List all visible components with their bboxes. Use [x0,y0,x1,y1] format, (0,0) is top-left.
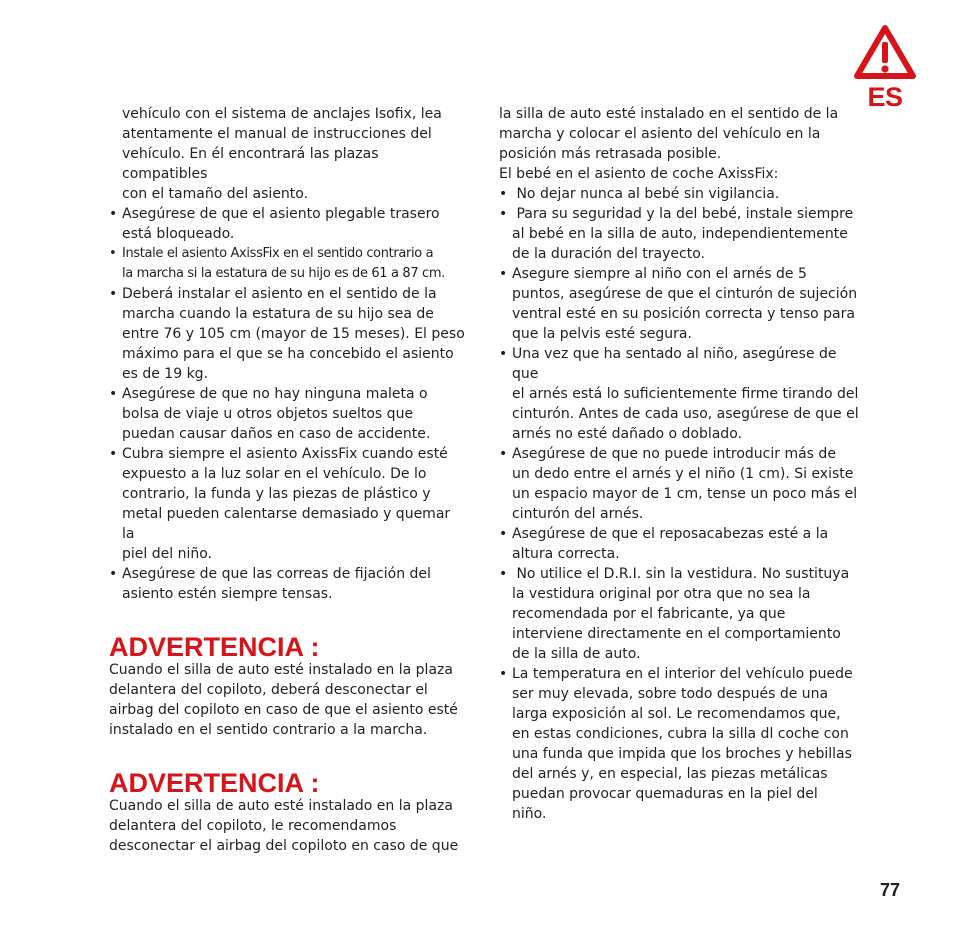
list-item: • Instale el asiento AxissFix en el sentido contrario a la marcha si la estatura de su hijo es de 61 a 87 cm. [109,246,445,281]
warning-heading: ADVERTENCIA : [109,632,320,662]
list-item: • Asegure siempre al niño con el arnés de 5 puntos, asegúrese de que el cinturón de sujeción ventral esté en su posición correcta y tenso para que la pelvis esté segura. [499,266,858,342]
right-intro: la silla de auto esté instalado en el sentido de la marcha y colocar el asiento del vehículo en la posición más retrasada posible. El bebé en el asiento de coche AxissFix: [499,106,839,182]
bullet-icon: • [499,186,508,202]
list-item: • Deberá instalar el asiento en el sentido de la marcha cuando la estatura de su hijo sea de entre 76 y 105 cm (mayor de 15 meses). El peso máximo para el que se ha concebido el asiento es de 19 kg. [109,286,465,382]
bullet-icon: • [109,386,118,402]
warning-heading: ADVERTENCIA : [109,768,320,798]
list-item: • No dejar nunca al bebé sin vigilancia. [499,186,780,202]
warning-text: Cuando el silla de auto esté instalado en la plaza delantera del copiloto, le recomendamos desconectar el airbag del copiloto en caso de que [109,798,459,854]
bullet-icon: • [499,266,508,282]
list-item: • Asegúrese de que no hay ninguna maleta o bolsa de viaje u otros objetos sueltos que puedan causar daños en caso de accidente. [109,386,431,442]
bullet-icon: • [499,446,508,462]
bullet-icon: • [109,566,118,582]
bullet-icon: • [109,286,118,302]
language-code: ES [867,82,903,112]
bullet-icon: • [499,346,508,362]
bullet-icon: • [499,666,508,682]
bullet-icon: • [499,526,508,542]
list-item: • La temperatura en el interior del vehículo puede ser muy elevada, sobre todo después de una larga exposición al sol. Le recomendamos que, en estas condiciones, cubra la silla dl coche con una funda que impida que los broches y hebillas del arnés y, en especial, las piezas metálicas puedan provocar quemaduras en la piel del niño. [499,666,853,822]
list-item: • Una vez que ha sentado al niño, asegúrese de que el arnés está lo suficientemente firme tirando del cinturón. Antes de cada uso, asegúrese de que el arnés no esté dañado o doblado. [499,346,859,442]
warning-text: Cuando el silla de auto esté instalado en la plaza delantera del copiloto, deberá desconectar el airbag del copiloto en caso de que el asiento esté instalado en el sentido contrario a la marcha. [109,662,458,738]
list-item: • Asegúrese de que no puede introducir más de un dedo entre el arnés y el niño (1 cm). Si existe un espacio mayor de 1 cm, tense un poco más el cinturón del arnés. [499,446,858,522]
list-item: • Cubra siempre el asiento AxissFix cuando esté expuesto a la luz solar en el vehículo. De lo contrario, la funda y las piezas de plástico y metal pueden calentarse demasiado y quemar la piel del niño. [109,446,451,562]
list-item: • Para su seguridad y la del bebé, instale siempre al bebé en la silla de auto, independientemente de la duración del trayecto. [499,206,854,262]
bullet-icon: • [499,206,508,222]
list-item: • Asegúrese de que el asiento plegable trasero está bloqueado. [109,206,440,242]
left-column [109,104,465,856]
bullet-icon: • [109,206,118,222]
warning-triangle-icon [853,24,917,82]
left-intro: vehículo con el sistema de anclajes Isofix, lea atentamente el manual de instrucciones del vehículo. En él encontrará las plazas compatibles con el tamaño del asiento. [122,106,442,202]
list-item: • Asegúrese de que el reposacabezas esté a la altura correcta. [499,526,829,562]
language-badge [853,24,917,114]
bullet-icon: • [499,566,508,582]
list-item: • Asegúrese de que las correas de fijación del asiento estén siempre tensas. [109,566,431,602]
bullet-icon: • [109,246,117,261]
bullet-icon: • [109,446,118,462]
page-number: 77 [880,880,901,900]
right-column [499,104,861,824]
list-item: • No utilice el D.R.I. sin la vestidura. No sustituya la vestidura original por otra que no sea la recomendada por el fabricante, ya que interviene directamente en el comportamiento de la silla de auto. [499,566,850,662]
